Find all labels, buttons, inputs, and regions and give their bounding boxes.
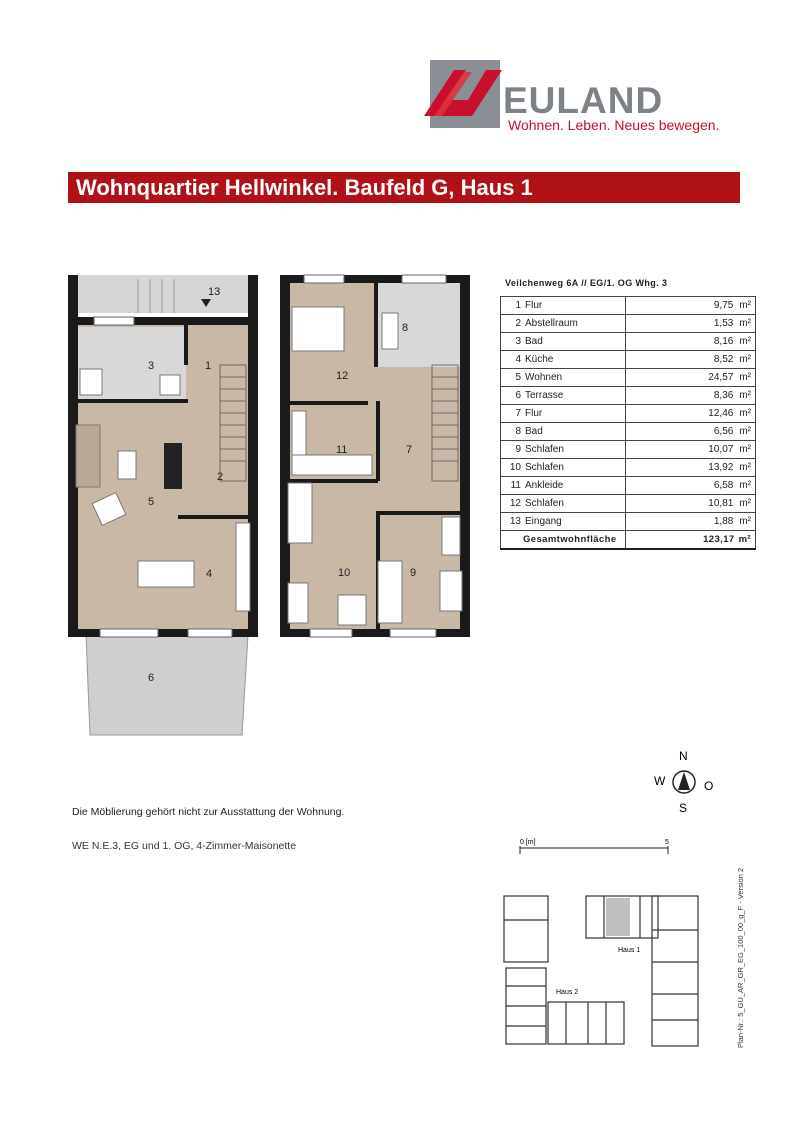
room-number: 2 xyxy=(515,318,521,329)
room-label-12: 12 xyxy=(336,370,349,382)
room-area-unit: m² xyxy=(739,300,751,311)
room-label-9: 9 xyxy=(410,567,417,579)
total-area-unit: m² xyxy=(738,534,751,545)
compass-west: W xyxy=(654,774,666,788)
logo-tagline: Wohnen. Leben. Neues bewegen. xyxy=(508,117,720,133)
room-name: Ankleide xyxy=(525,480,564,491)
compass xyxy=(650,748,720,814)
room-area-cell xyxy=(626,297,756,315)
room-area: 6,56 xyxy=(713,426,734,437)
room-name-cell xyxy=(501,315,626,333)
room-number: 8 xyxy=(515,426,521,437)
room-number: 1 xyxy=(515,300,521,311)
room-area-unit: m² xyxy=(739,516,751,527)
room-area-cell xyxy=(626,423,756,441)
room-area-cell xyxy=(626,459,756,477)
total-area-cell xyxy=(626,531,756,550)
title-bar xyxy=(68,172,740,203)
room-area-cell xyxy=(626,441,756,459)
room-number: 13 xyxy=(509,516,521,527)
room-area-unit: m² xyxy=(739,318,751,329)
room-label-8: 8 xyxy=(402,322,409,334)
table-row xyxy=(501,315,756,333)
room-area-cell xyxy=(626,351,756,369)
room-name-cell xyxy=(501,333,626,351)
room-label-4: 4 xyxy=(206,568,213,580)
room-name: Schlafen xyxy=(525,462,564,473)
room-area-cell xyxy=(626,405,756,423)
room-label-10: 10 xyxy=(338,567,351,579)
table-row xyxy=(501,333,756,351)
room-name: Eingang xyxy=(525,516,562,527)
compass-east: O xyxy=(704,779,714,793)
room-number: 5 xyxy=(515,372,521,383)
scale-bar xyxy=(506,836,676,858)
room-area-unit: m² xyxy=(739,336,751,347)
room-number: 7 xyxy=(515,408,521,419)
logo-wordmark: EULAND xyxy=(503,80,664,121)
room-area-unit: m² xyxy=(739,444,751,455)
room-area: 6,58 xyxy=(713,480,734,491)
room-area-table xyxy=(500,296,756,550)
room-name-cell xyxy=(501,351,626,369)
table-row xyxy=(501,405,756,423)
room-area-cell xyxy=(626,495,756,513)
room-area-cell xyxy=(626,315,756,333)
room-name: Flur xyxy=(525,408,543,419)
room-label-2: 2 xyxy=(217,471,224,483)
room-name-cell xyxy=(501,513,626,531)
ground-floor-plan xyxy=(68,275,258,735)
room-label-11: 11 xyxy=(336,444,348,456)
table-row xyxy=(501,369,756,387)
scale-end: 5 xyxy=(665,839,669,846)
room-name-cell xyxy=(501,477,626,495)
unit-description: WE N.E.3, EG und 1. OG, 4-Zimmer-Maisonette xyxy=(72,840,297,852)
room-number: 12 xyxy=(509,498,521,509)
room-name: Schlafen xyxy=(525,444,564,455)
room-number: 4 xyxy=(515,354,521,365)
room-number: 9 xyxy=(515,444,521,455)
room-area-cell xyxy=(626,369,756,387)
page-title: Wohnquartier Hellwinkel. Baufeld G, Haus 1 xyxy=(76,175,533,200)
room-number: 6 xyxy=(515,390,521,401)
room-area: 8,36 xyxy=(713,390,734,401)
room-name: Terrasse xyxy=(525,390,564,401)
room-number: 10 xyxy=(509,462,521,473)
room-label-13: 13 xyxy=(208,286,221,298)
room-area: 1,88 xyxy=(713,516,734,527)
site-plan xyxy=(498,890,738,1050)
room-area: 24,57 xyxy=(708,372,734,383)
upper-floor-plan xyxy=(280,275,470,637)
room-name-cell xyxy=(501,369,626,387)
room-area-cell xyxy=(626,333,756,351)
table-row xyxy=(501,423,756,441)
room-area-cell xyxy=(626,513,756,531)
room-name-cell xyxy=(501,423,626,441)
room-area-unit: m² xyxy=(739,462,751,473)
room-label-5: 5 xyxy=(148,496,155,508)
floor-plans xyxy=(60,265,480,745)
table-row xyxy=(501,477,756,495)
room-area: 9,75 xyxy=(713,300,734,311)
total-area: 123,17 xyxy=(703,534,735,545)
room-name-cell xyxy=(501,297,626,315)
site-haus-1: Haus 1 xyxy=(618,947,641,954)
room-area-unit: m² xyxy=(739,408,751,419)
room-area-unit: m² xyxy=(739,426,751,437)
table-row xyxy=(501,513,756,531)
room-area-unit: m² xyxy=(739,354,751,365)
room-label-1: 1 xyxy=(205,360,212,372)
room-name: Flur xyxy=(525,300,543,311)
room-area: 8,16 xyxy=(713,336,734,347)
room-area: 10,07 xyxy=(708,444,734,455)
room-area-unit: m² xyxy=(739,390,751,401)
room-area: 12,46 xyxy=(708,408,734,419)
table-row xyxy=(501,387,756,405)
table-row xyxy=(501,495,756,513)
table-row xyxy=(501,459,756,477)
site-haus-2: Haus 2 xyxy=(556,989,579,996)
room-name-cell xyxy=(501,441,626,459)
room-area-unit: m² xyxy=(739,480,751,491)
room-label-7: 7 xyxy=(406,444,413,456)
plan-number: Plan-Nr.: 5_GU_AR_GR_EG_100_00_g_F - Version 2 xyxy=(736,867,745,1048)
compass-north: N xyxy=(679,749,688,763)
room-area: 13,92 xyxy=(708,462,734,473)
room-number: 3 xyxy=(515,336,521,347)
room-name: Abstellraum xyxy=(525,318,578,329)
room-area-unit: m² xyxy=(739,498,751,509)
room-area-unit: m² xyxy=(739,372,751,383)
room-name-cell xyxy=(501,495,626,513)
entrance-area xyxy=(76,275,250,313)
room-name-cell xyxy=(501,387,626,405)
haus-1-highlight xyxy=(606,898,630,936)
furnishing-note: Die Möblierung gehört nicht zur Ausstattung der Wohnung. xyxy=(72,806,345,818)
total-label: Gesamtwohnfläche xyxy=(501,531,626,550)
room-name-cell xyxy=(501,459,626,477)
room-name: Schlafen xyxy=(525,498,564,509)
table-row xyxy=(501,297,756,315)
room-area: 1,53 xyxy=(713,318,734,329)
room-name: Bad xyxy=(525,426,543,437)
room-name: Bad xyxy=(525,336,543,347)
room-name: Küche xyxy=(525,354,554,365)
compass-south: S xyxy=(679,801,688,814)
table-row xyxy=(501,351,756,369)
scale-start: 0 [m] xyxy=(520,839,536,846)
room-area-cell xyxy=(626,387,756,405)
room-label-6: 6 xyxy=(148,672,155,684)
room-area: 8,52 xyxy=(713,354,734,365)
room-number: 11 xyxy=(510,480,521,491)
room-name-cell xyxy=(501,405,626,423)
total-row xyxy=(501,531,756,550)
table-row xyxy=(501,441,756,459)
room-label-3: 3 xyxy=(148,360,155,372)
room-area-cell xyxy=(626,477,756,495)
room-area: 10,81 xyxy=(708,498,734,509)
apartment-heading: Veilchenweg 6A // EG/1. OG Whg. 3 xyxy=(505,278,668,288)
room-name: Wohnen xyxy=(525,372,563,383)
terrace-area xyxy=(86,635,248,735)
